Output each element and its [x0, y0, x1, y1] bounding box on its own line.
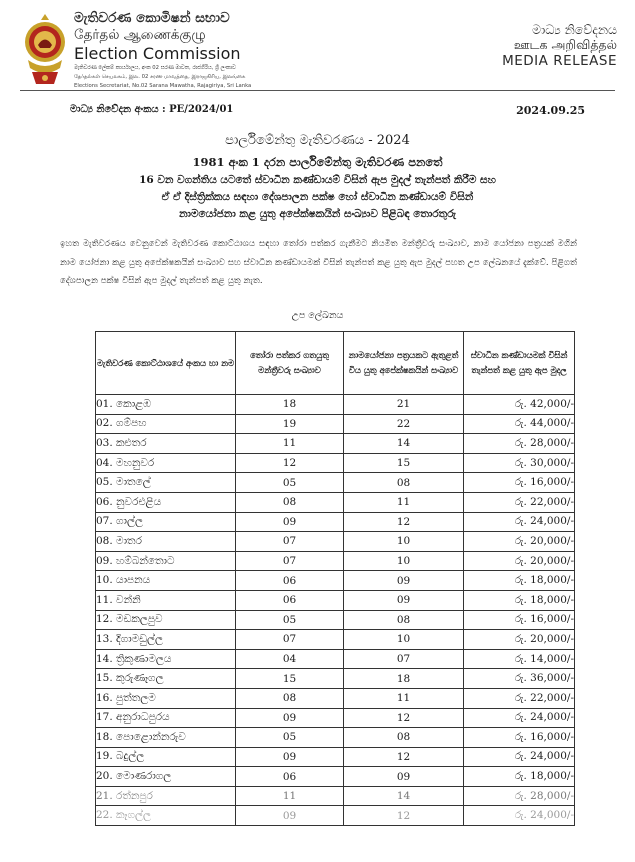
table-row — [96, 434, 575, 454]
candidates-cell: 18 — [344, 669, 464, 689]
header-members: තෝරා පත්කර ගතයුතු මන්ත්‍රීවරු සංඛ්‍යාව — [236, 332, 344, 395]
members-cell: 06 — [236, 571, 344, 591]
candidates-cell: 14 — [344, 434, 464, 454]
deposit-cell: රු. 28,000/- — [464, 434, 575, 454]
table-row — [96, 571, 575, 591]
table-row — [96, 610, 575, 630]
district-cell: 01. කොළඹ — [96, 395, 236, 415]
deposit-cell: රු. 14,000/- — [464, 649, 575, 669]
deposit-cell: රු. 20,000/- — [464, 551, 575, 571]
table-row — [96, 688, 575, 708]
members-cell: 04 — [236, 649, 344, 669]
members-cell: 09 — [236, 806, 344, 826]
table-row — [96, 492, 575, 512]
district-cell: 14. ත්‍රිකුණාමලය — [96, 649, 236, 669]
candidates-cell: 15 — [344, 453, 464, 473]
reference-line — [70, 104, 585, 117]
members-cell: 07 — [236, 630, 344, 650]
table-row — [96, 414, 575, 434]
district-cell: 06. නුවරඑළිය — [96, 492, 236, 512]
candidates-cell: 22 — [344, 414, 464, 434]
table-row — [96, 767, 575, 787]
table-body — [96, 395, 575, 826]
district-cell: 12. මඩකලපුව — [96, 610, 236, 630]
reference-number: මාධ්‍ය නිවේදන අංකය : PE/2024/01 — [70, 104, 234, 115]
deposit-cell: රු. 16,000/- — [464, 610, 575, 630]
subtitle-line-2: 16 වන වගන්තිය යටතේ ස්වාධීන කණ්ඩායම් විසින් ඇප මුදල් තැන්පත් කිරීම සහ — [139, 174, 496, 186]
deposit-cell: රු. 24,000/- — [464, 708, 575, 728]
media-release-tamil: ஊடக அறிவித்தல் — [513, 37, 617, 52]
media-release-english: MEDIA RELEASE — [502, 53, 617, 69]
members-cell: 18 — [236, 395, 344, 415]
header-deposit: ස්වාධීන කණ්ඩායමක් විසින් තැන්පත් කළ යුතු ඇප මුදල — [464, 332, 575, 395]
deposit-cell: රු. 24,000/- — [464, 747, 575, 767]
members-cell: 05 — [236, 473, 344, 493]
header-candidates: නාමයෝජනා පත්‍රයකට ඇතුළත් විය යුතු අපේක්ෂකයින් සංඛ්‍යාව — [344, 332, 464, 395]
table-row — [96, 551, 575, 571]
district-schedule-table — [95, 331, 575, 826]
deposit-cell: රු. 16,000/- — [464, 473, 575, 493]
header-district: මැතිවරණ කොට්ඨාශයේ අංකය හා නම — [96, 332, 236, 395]
deposit-cell: රු. 22,000/- — [464, 492, 575, 512]
deposit-cell: රු. 20,000/- — [464, 532, 575, 552]
deposit-cell: රු. 28,000/- — [464, 786, 575, 806]
candidates-cell: 12 — [344, 708, 464, 728]
candidates-cell: 08 — [344, 473, 464, 493]
candidates-cell: 12 — [344, 747, 464, 767]
district-cell: 22. කෑගල්ල — [96, 806, 236, 826]
subtitle-line-3: ඒ ඒ දිස්ත්‍රික්කය සඳහා දේශපාලන පක්ෂ හෝ ස්වාධීන කණ්ඩායම් විසින් — [161, 191, 474, 203]
district-cell: 07. ගාල්ල — [96, 512, 236, 532]
deposit-cell: රු. 18,000/- — [464, 590, 575, 610]
table-row — [96, 512, 575, 532]
candidates-cell: 09 — [344, 590, 464, 610]
candidates-cell: 11 — [344, 492, 464, 512]
members-cell: 07 — [236, 532, 344, 552]
table-row — [96, 630, 575, 650]
media-release-block — [502, 22, 617, 71]
members-cell: 07 — [236, 551, 344, 571]
members-cell: 11 — [236, 434, 344, 454]
table-row — [96, 649, 575, 669]
org-name-english: Election Commission — [74, 44, 241, 63]
table-row — [96, 786, 575, 806]
members-cell: 05 — [236, 610, 344, 630]
district-cell: 13. දිගාමඩුල්ල — [96, 630, 236, 650]
deposit-cell: රු. 20,000/- — [464, 630, 575, 650]
members-cell: 11 — [236, 786, 344, 806]
candidates-cell: 11 — [344, 688, 464, 708]
district-cell: 03. කළුතර — [96, 434, 236, 454]
district-cell: 09. හම්බන්තොට — [96, 551, 236, 571]
district-cell: 04. මහනුවර — [96, 453, 236, 473]
candidates-cell: 08 — [344, 728, 464, 748]
members-cell: 05 — [236, 728, 344, 748]
deposit-cell: රු. 24,000/- — [464, 512, 575, 532]
table-row — [96, 669, 575, 689]
deposit-cell: රු. 18,000/- — [464, 767, 575, 787]
members-cell: 06 — [236, 767, 344, 787]
candidates-cell: 14 — [344, 786, 464, 806]
members-cell: 12 — [236, 453, 344, 473]
candidates-cell: 10 — [344, 551, 464, 571]
district-cell: 11. වන්නි — [96, 590, 236, 610]
deposit-cell: රු. 16,000/- — [464, 728, 575, 748]
table-row — [96, 532, 575, 552]
district-cell: 18. පොළොන්නරුව — [96, 728, 236, 748]
members-cell: 08 — [236, 688, 344, 708]
table-row — [96, 806, 575, 826]
table-row — [96, 395, 575, 415]
district-cell: 15. කුරුණෑගල — [96, 669, 236, 689]
district-cell: 05. මාතලේ — [96, 473, 236, 493]
district-cell: 10. යාපනය — [96, 571, 236, 591]
intro-paragraph: ඉහත මැතිවරණය වෙනුවෙන් මැතිවරණ කොට්ඨාශය සඳහා තෝරා පත්කර ගැනීමට නියමිත මන්ත්‍රීවරු සංඛ්‍යාව, නාම යෝජනා පත්‍රයක් මගින් නාම යෝජනා කළ යුතු අපේක්ෂකයින් සංඛ්‍යාව සහ ස්වාධීන කණ්ඩායමක් විසින් තැන්පත් කළ යුතු ඇප මුදල් පහත උප ලේඛනයේ දැක්වේ. පිළිගත් දේශපාලන පක්ෂ විසින් ඇප මුදල් තැන්පත් කළ යුතු නැත. — [60, 239, 577, 286]
deposit-cell: රු. 22,000/- — [464, 688, 575, 708]
members-cell: 06 — [236, 590, 344, 610]
district-cell: 02. ගම්පහ — [96, 414, 236, 434]
candidates-cell: 07 — [344, 649, 464, 669]
deposit-cell: රු. 30,000/- — [464, 453, 575, 473]
table-header-row — [96, 332, 575, 395]
deposit-cell: රු. 42,000/- — [464, 395, 575, 415]
table-row — [96, 590, 575, 610]
candidates-cell: 10 — [344, 630, 464, 650]
candidates-cell: 08 — [344, 610, 464, 630]
candidates-cell: 21 — [344, 395, 464, 415]
subtitle-line-1: 1981 අංක 1 දරන පාර්ලිමේන්තු මැතිවරණ පනතේ — [192, 155, 443, 169]
candidates-cell: 09 — [344, 767, 464, 787]
sri-lanka-emblem-icon — [22, 12, 68, 86]
table-row — [96, 708, 575, 728]
table-row — [96, 453, 575, 473]
table-row — [96, 747, 575, 767]
members-cell: 19 — [236, 414, 344, 434]
district-cell: 17. අනුරාධපුරය — [96, 708, 236, 728]
members-cell: 08 — [236, 492, 344, 512]
media-release-sinhala: මාධ්‍ය නිවේදනය — [532, 22, 617, 37]
organization-block — [74, 10, 324, 89]
table-row — [96, 473, 575, 493]
deposit-cell: රු. 24,000/- — [464, 806, 575, 826]
address-english: Elections Secretariat, No.02 Sarana Mawatha, Rajagiriya, Sri Lanka — [74, 82, 252, 89]
members-cell: 09 — [236, 512, 344, 532]
header-divider — [20, 90, 615, 91]
address-sinhala: මැතිවරණ ලේකම් කාර්යාලය, අංක 02 සරණ මාවත, රාජගිරිය, ශ්‍රී ලංකාව — [74, 65, 236, 71]
subtitle-line-4: නාමයෝජනා කළ යුතු අපේක්ෂකයින් සංඛ්‍යාව පිළිබඳ තොරතුරු — [179, 208, 456, 220]
candidates-cell: 12 — [344, 806, 464, 826]
district-cell: 16. පුත්තලම — [96, 688, 236, 708]
district-cell: 21. රත්නපුර — [96, 786, 236, 806]
candidates-cell: 10 — [344, 532, 464, 552]
org-name-sinhala: මැතිවරණ කොමිෂන් සභාව — [74, 10, 230, 26]
main-title: පාර්ලිමේන්තු මැතිවරණය - 2024 — [225, 133, 410, 148]
members-cell: 09 — [236, 708, 344, 728]
org-name-tamil: தேர்தல் ஆணைக்குழு — [74, 27, 206, 43]
candidates-cell: 12 — [344, 512, 464, 532]
release-date: 2024.09.25 — [516, 104, 585, 117]
members-cell: 15 — [236, 669, 344, 689]
district-cell: 08. මාතර — [96, 532, 236, 552]
members-cell: 09 — [236, 747, 344, 767]
district-cell: 19. බදුල්ල — [96, 747, 236, 767]
address-tamil: தேர்தல்கள் செயலகம், இல. 02 சரண மாவத்தை, இராஜகிரிய, இலங்கை — [74, 73, 246, 80]
candidates-cell: 09 — [344, 571, 464, 591]
deposit-cell: රු. 44,000/- — [464, 414, 575, 434]
district-cell: 20. මොණරාගල — [96, 767, 236, 787]
deposit-cell: රු. 36,000/- — [464, 669, 575, 689]
table-row — [96, 728, 575, 748]
schedule-heading: උප ලේඛනය — [291, 310, 344, 321]
deposit-cell: රු. 18,000/- — [464, 571, 575, 591]
